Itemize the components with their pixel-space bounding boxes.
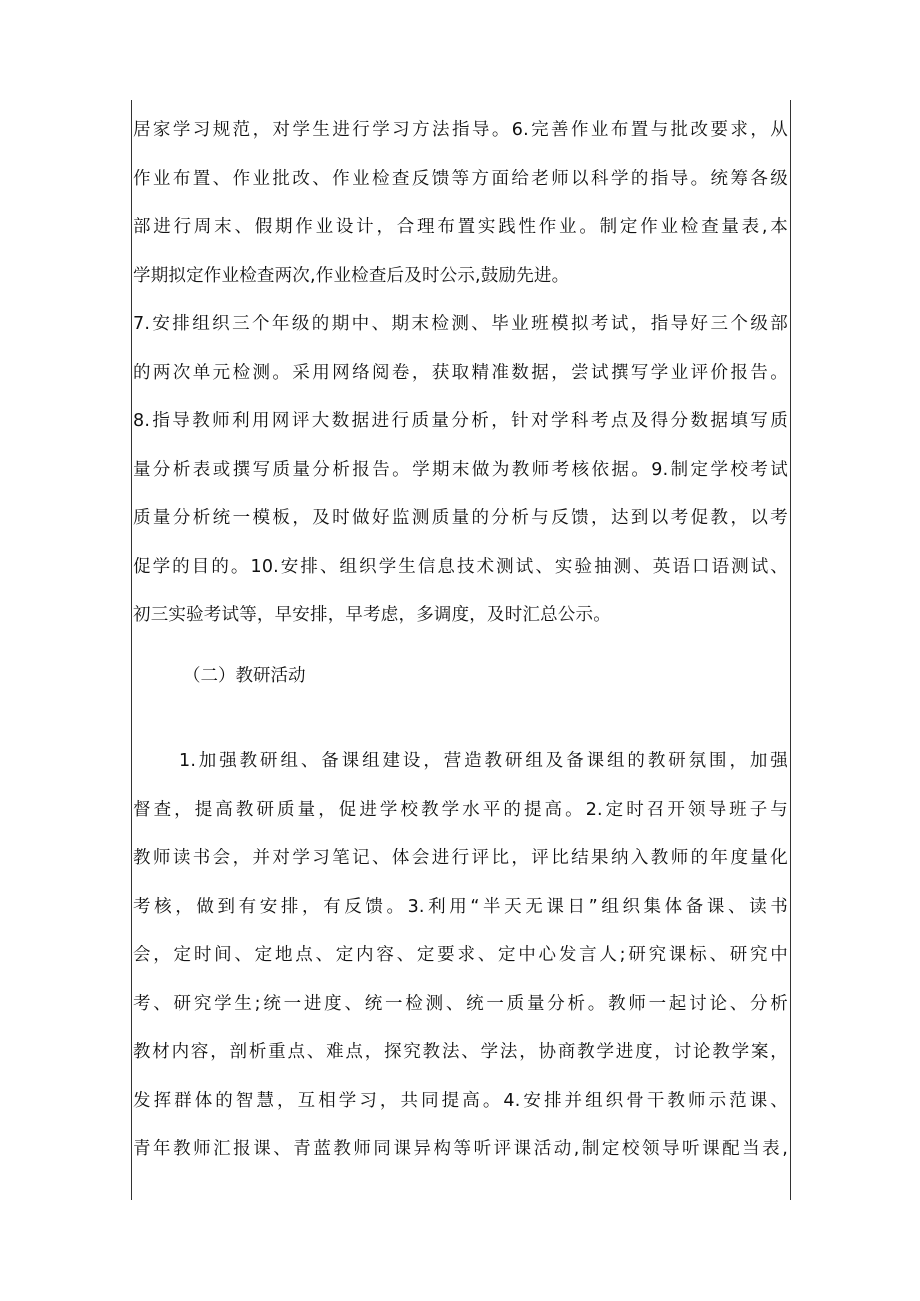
text-line: 教师读书会，并对学习笔记、体会进行评比，评比结果纳入教师的年度量化 [133, 848, 788, 868]
text-line: 量分析表或撰写质量分析报告。学期末做为教师考核依据。9.制定学校考试 [133, 459, 788, 480]
text-line: 质量分析统一模板，及时做好监测质量的分析与反馈，达到以考促教，以考 [133, 508, 788, 528]
text-line: 8.指导教师利用网评大数据进行质量分析，针对学科考点及得分数据填写质 [133, 411, 788, 431]
section-1-text [133, 106, 788, 640]
text-line: 7.安排组织三个年级的期中、期末检测、毕业班模拟考试，指导好三个级部 [133, 314, 788, 334]
text-line: 部进行周末、假期作业设计，合理布置实践性作业。制定作业检查量表,本 [133, 217, 788, 237]
table-border-left [131, 100, 132, 1200]
text-line: 考、研究学生;统一进度、统一检测、统一质量分析。教师一起讨论、分析 [133, 993, 788, 1014]
text-line: 初三实验考试等，早安排，早考虑，多调度，及时汇总公示。 [133, 605, 611, 625]
text-line: 1.加强教研组、备课组建设，营造教研组及备课组的教研氛围，加强 [179, 751, 788, 771]
text-line: 会，定时间、定地点、定内容、定要求、定中心发言人;研究课标、研究中 [133, 945, 788, 965]
text-line: 居家学习规范，对学生进行学习方法指导。6.完善作业布置与批改要求，从 [133, 120, 788, 140]
text-line: 作业布置、作业批改、作业检查反馈等方面给老师以科学的指导。统筹各级 [133, 168, 788, 189]
text-line: 考核，做到有安排，有反馈。3.利用“半天无课日”组织集体备课、读书 [133, 896, 788, 917]
text-line: 教材内容，剖析重点、难点，探究教法、学法，协商教学进度，讨论教学案， [133, 1042, 788, 1062]
text-line: 的两次单元检测。采用网络阅卷，获取精准数据，尝试撰写学业评价报告。 [133, 362, 788, 383]
section-heading: （二）教研活动 [183, 666, 306, 686]
text-line: 督查，提高教研质量，促进学校教学水平的提高。2.定时召开领导班子与 [133, 799, 788, 820]
text-line: 青年教师汇报课、青蓝教师同课异构等听评课活动,制定校领导听课配当表, [133, 1139, 788, 1159]
text-line: 学期拟定作业检查两次,作业检查后及时公示,鼓励先进。 [133, 265, 570, 286]
text-line: 促学的目的。10.安排、组织学生信息技术测试、实验抽测、英语口语测试、 [133, 556, 788, 577]
text-line: 发挥群体的智慧，互相学习，共同提高。4.安排并组织骨干教师示范课、 [133, 1090, 788, 1111]
section-2-text [133, 737, 788, 1174]
table-border-right [790, 100, 791, 1200]
